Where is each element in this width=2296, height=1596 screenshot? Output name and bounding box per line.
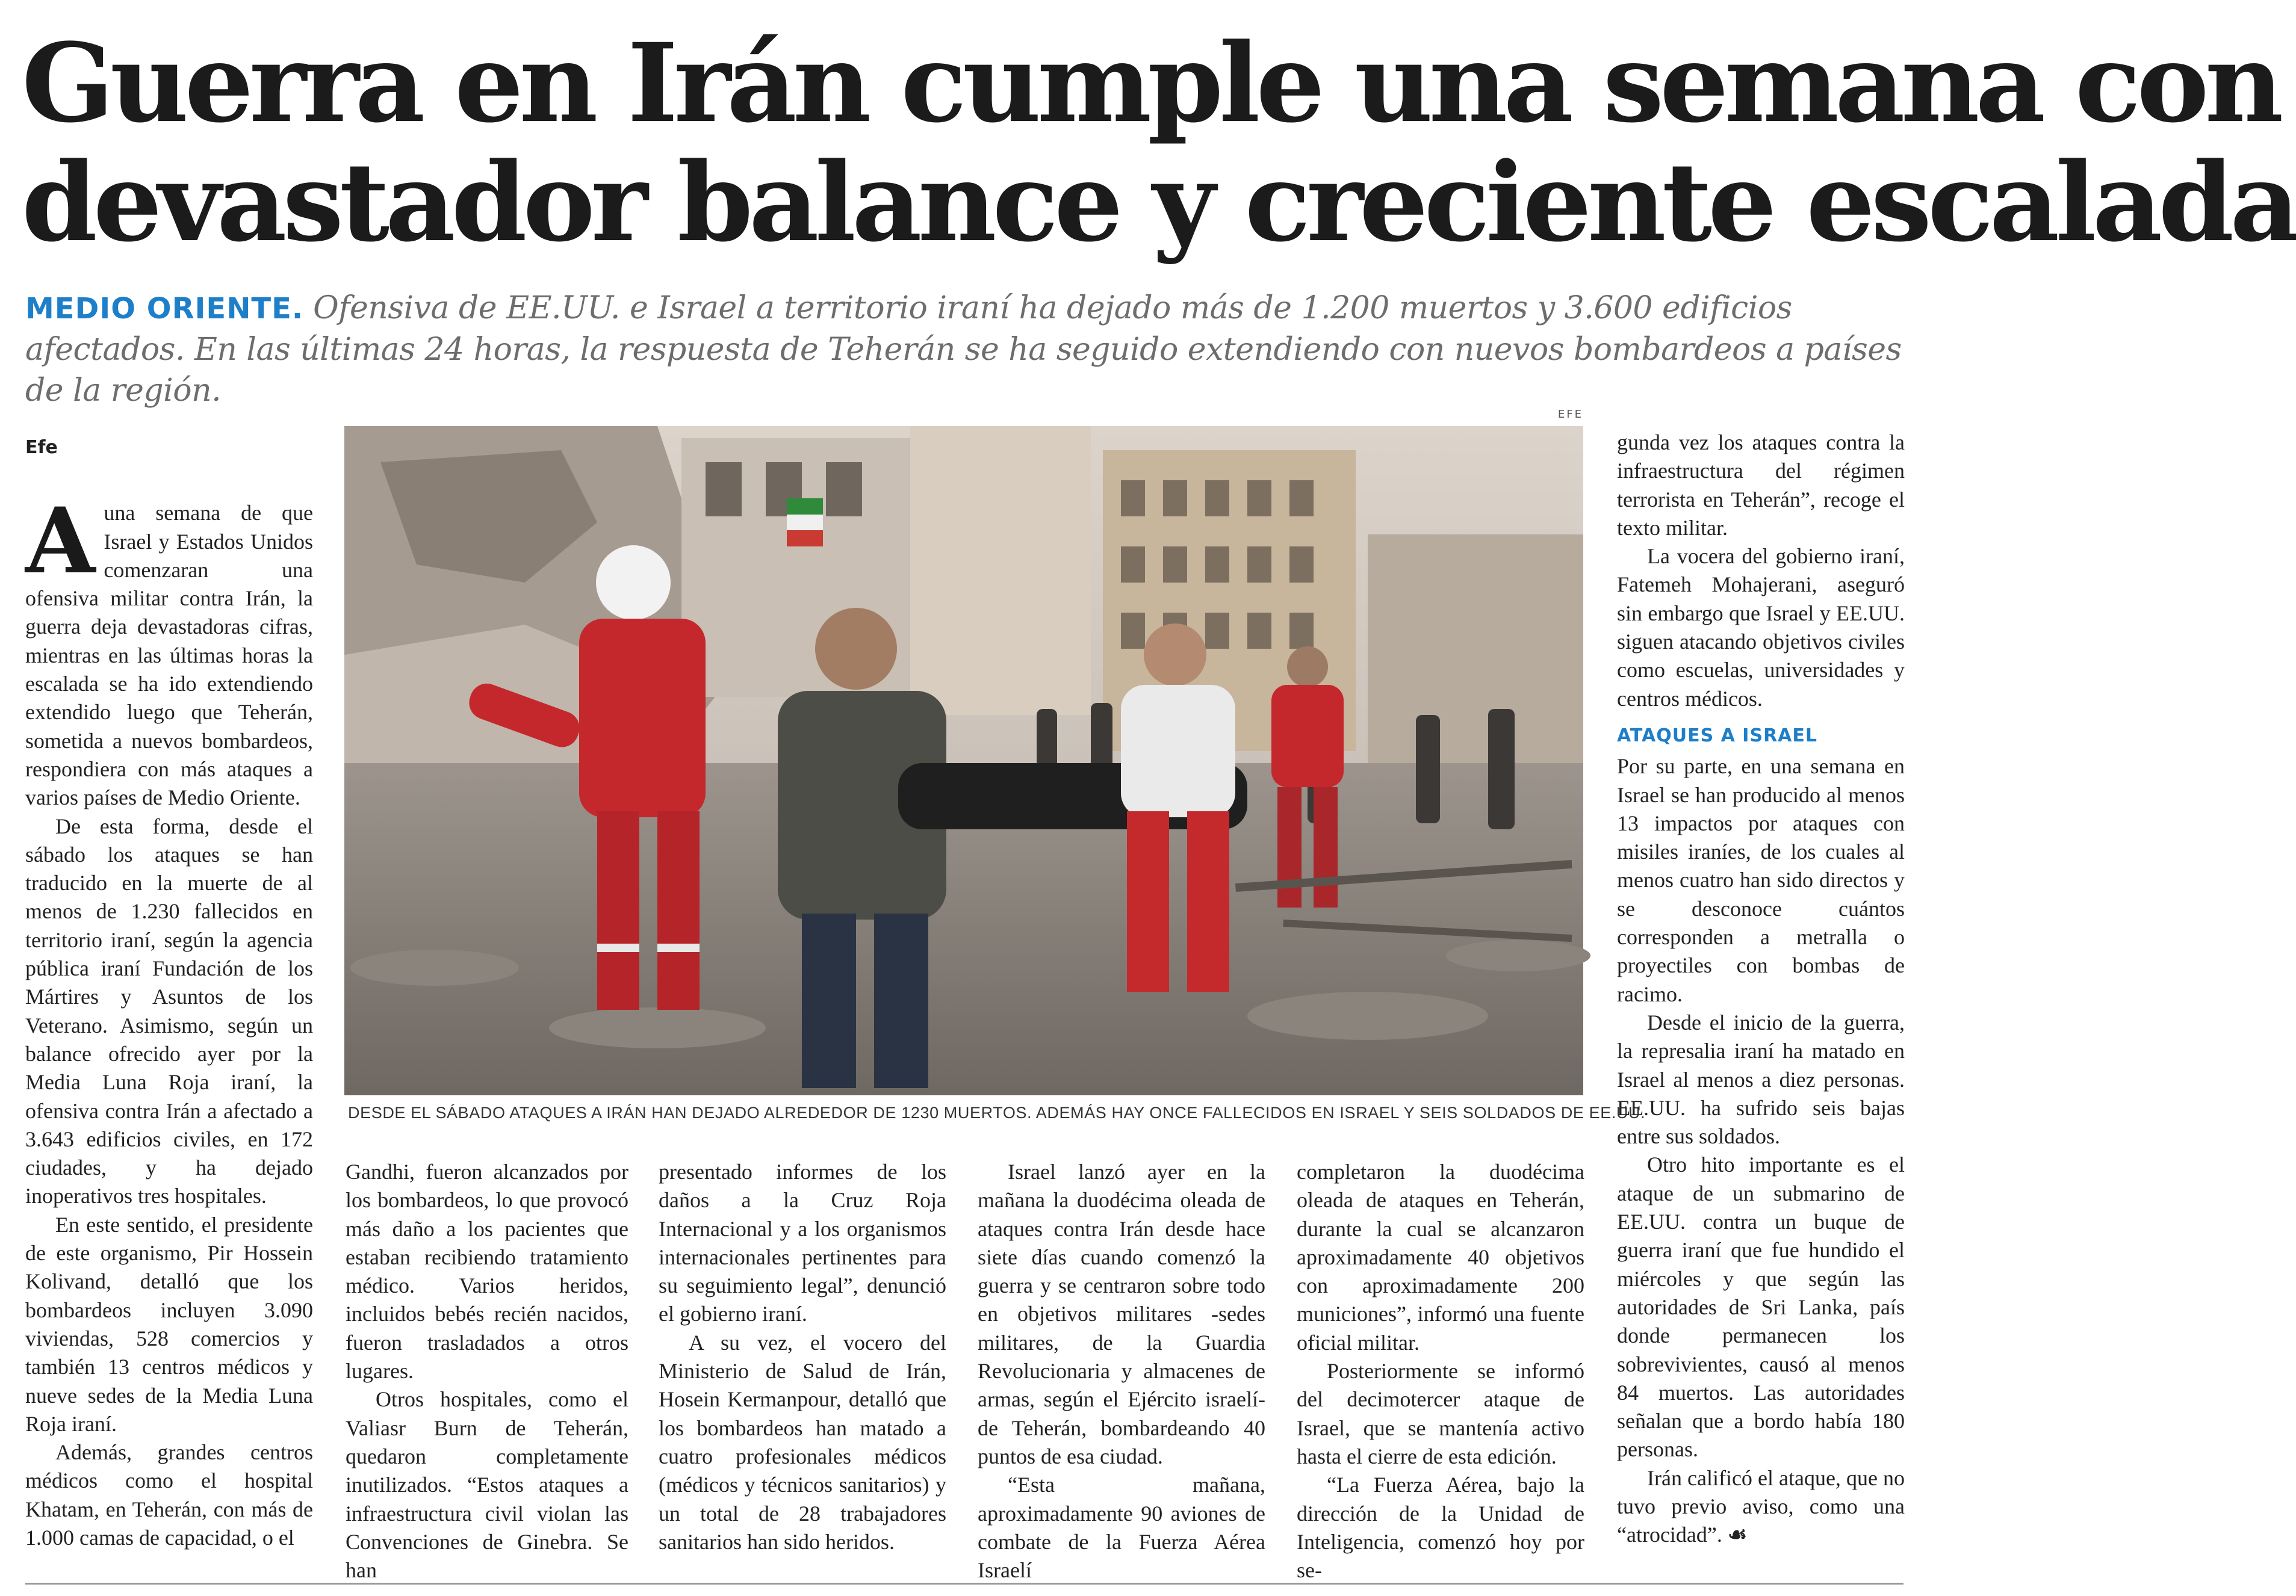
news-photo — [344, 426, 1583, 1095]
bottom-rule — [25, 1583, 1904, 1585]
paragraph: Desde el inicio de la guerra, la represalia iraní ha matado en Israel al menos a diez personas. EE.UU. ha sufrido seis bajas entre sus soldados. — [1617, 1010, 1905, 1149]
headline-line-2: devastador balance y creciente escalada — [22, 139, 2296, 266]
section-kicker: MEDIO ORIENTE. — [25, 292, 304, 326]
headline — [22, 20, 2296, 266]
deck-text: Ofensiva de EE.UU. e Israel a territorio iraní ha dejado más de 1.200 muertos y 3.600 edificios afectados. En las últimas 24 horas, la respuesta de Teherán se ha seguido extendiendo con nuevos bombardeos a países de la región. — [25, 290, 1902, 409]
byline: Efe — [25, 437, 58, 458]
paragraph: En este sentido, el presidente de este organismo, Pir Hossein Kolivand, detalló que los bombardeos incluyen 3.090 viviendas, 528 comercios y también 13 centros médicos y nueve sedes de la Media Luna Roja iraní. — [25, 1212, 313, 1436]
end-mark-icon: ☙ — [1727, 1522, 1748, 1548]
article-column-4 — [978, 1158, 1265, 1585]
paragraph: Auna semana de que Israel y Estados Unidos comenzaran una ofensiva militar contra Irán, la guerra deja devastadoras cifras, mientras en las últimas horas la escalada se ha ido extendiendo extendido luego que Teherán, sometida a nuevos bombardeos, respondiera con más ataques a varios países de Medio Oriente. — [25, 488, 313, 810]
headline-line-1: Guerra en Irán cumple una semana con — [22, 20, 2280, 147]
article-column-1 — [25, 433, 313, 1552]
photo-caption: DESDE EL SÁBADO ATAQUES A IRÁN HAN DEJADO ALREDEDOR DE 1230 MUERTOS. ADEMÁS HAY ONCE FALLECIDOS EN ISRAEL Y SEIS SOLDADOS DE EE.UU. — [348, 1104, 1646, 1122]
subheading: ATAQUES A ISRAEL — [1617, 725, 1818, 746]
paragraph: Gandhi, fueron alcanzados por los bombardeos, lo que provocó más daño a los pacientes que estaban recibiendo tratamiento médico. Varios heridos, incluidos bebés recién nacidos, fueron trasladados a otros lugares. — [346, 1160, 628, 1384]
drop-cap: A — [25, 488, 96, 595]
article-column-2 — [346, 1158, 628, 1585]
deck — [25, 288, 1904, 411]
paragraph: Posteriormente se informó del decimotercer ataque de Israel, que se mantenía activo hasta el cierre de esta edición. — [1297, 1359, 1584, 1468]
paragraph: A su vez, el vocero del Ministerio de Salud de Irán, Hosein Kermanpour, detalló que los bombardeos han matado a cuatro profesionales médicos (médicos y técnicos sanitarios) y un total de 28 trabajadores sanitarios han sido heridos. — [659, 1330, 946, 1554]
paragraph: “La Fuerza Aérea, bajo la dirección de la Unidad de Inteligencia, comenzó hoy por se- — [1297, 1473, 1584, 1583]
paragraph: La vocera del gobierno iraní, Fatemeh Mohajerani, aseguró sin embargo que Israel y EE.UU. siguen atacando objetivos civiles como escuelas, universidades y centros médicos. — [1617, 544, 1905, 711]
article-column-3 — [659, 1158, 946, 1556]
paragraph: completaron la duodécima oleada de ataques en Teherán, durante la cual se alcanzaron aproximadamente 40 objetivos con aproximadamente 200 municiones”, informó una fuente oficial militar. — [1297, 1160, 1584, 1355]
rescue-scene-illustration — [344, 426, 1583, 1095]
paragraph: Otro hito importante es el ataque de un submarino de EE.UU. contra un buque de guerra iraní que fue hundido el miércoles y que según las autoridades de Sri Lanka, país donde permanecen los sobrevivientes, causó al menos 84 muertos. Las autoridades señalan que a bordo había 180 personas. — [1617, 1152, 1905, 1462]
paragraph: De esta forma, desde el sábado los ataques se han traducido en la muerte de al menos de 1.230 fallecidos en territorio iraní, según la agencia pública iraní Fundación de los Mártires y Asuntos de los Veterano. Asimismo, según un balance ofrecido ayer por la Media Luna Roja iraní, la ofensiva contra Irán a afectado a 3.643 edificios civiles, en 172 ciudades, y ha dejado inoperativos tres hospitales. — [25, 814, 313, 1208]
paragraph: “Esta mañana, aproximadamente 90 aviones de combate de la Fuerza Aérea Israelí — [978, 1473, 1265, 1583]
paragraph: Por su parte, en una semana en Israel se han producido al menos 13 impactos por ataques con misiles iraníes, de los cuales al menos cuatro han sido directos y se desconoce cuántos corresponden a metralla o proyectiles con bombas de racimo. — [1617, 754, 1905, 1006]
article-column-5 — [1297, 1158, 1584, 1585]
paragraph: Israel lanzó ayer en la mañana la duodécima oleada de ataques contra Irán desde hace siete días cuando comenzó la guerra y se centraron sobre todo en objetivos militares -sedes militares, de la Guardia Revolucionaria y almacenes de armas, según el Ejército israelí- de Teherán, bombardeando 40 puntos de esa ciudad. — [978, 1160, 1265, 1468]
paragraph: Otros hospitales, como el Valiasr Burn de Teherán, quedaron completamente inutilizados. “Estos ataques a infraestructura civil violan las Convenciones de Ginebra. Se han — [346, 1387, 628, 1583]
paragraph: Irán calificó el ataque, que no tuvo previo aviso, como una “atrocidad”. ☙ — [1617, 1465, 1905, 1548]
paragraph: gunda vez los ataques contra la infraestructura del régimen terrorista en Teherán”, recoge el texto militar. — [1617, 430, 1905, 540]
photo-credit: EFE — [1557, 408, 1583, 421]
article-column-6 — [1617, 428, 1905, 1550]
paragraph: Además, grandes centros médicos como el hospital Khatam, en Teherán, con más de 1.000 camas de capacidad, o el — [25, 1440, 313, 1550]
paragraph: presentado informes de los daños a la Cruz Roja Internacional y a los organismos internacionales pertinentes para su seguimiento legal”, denunció el gobierno iraní. — [659, 1160, 946, 1326]
